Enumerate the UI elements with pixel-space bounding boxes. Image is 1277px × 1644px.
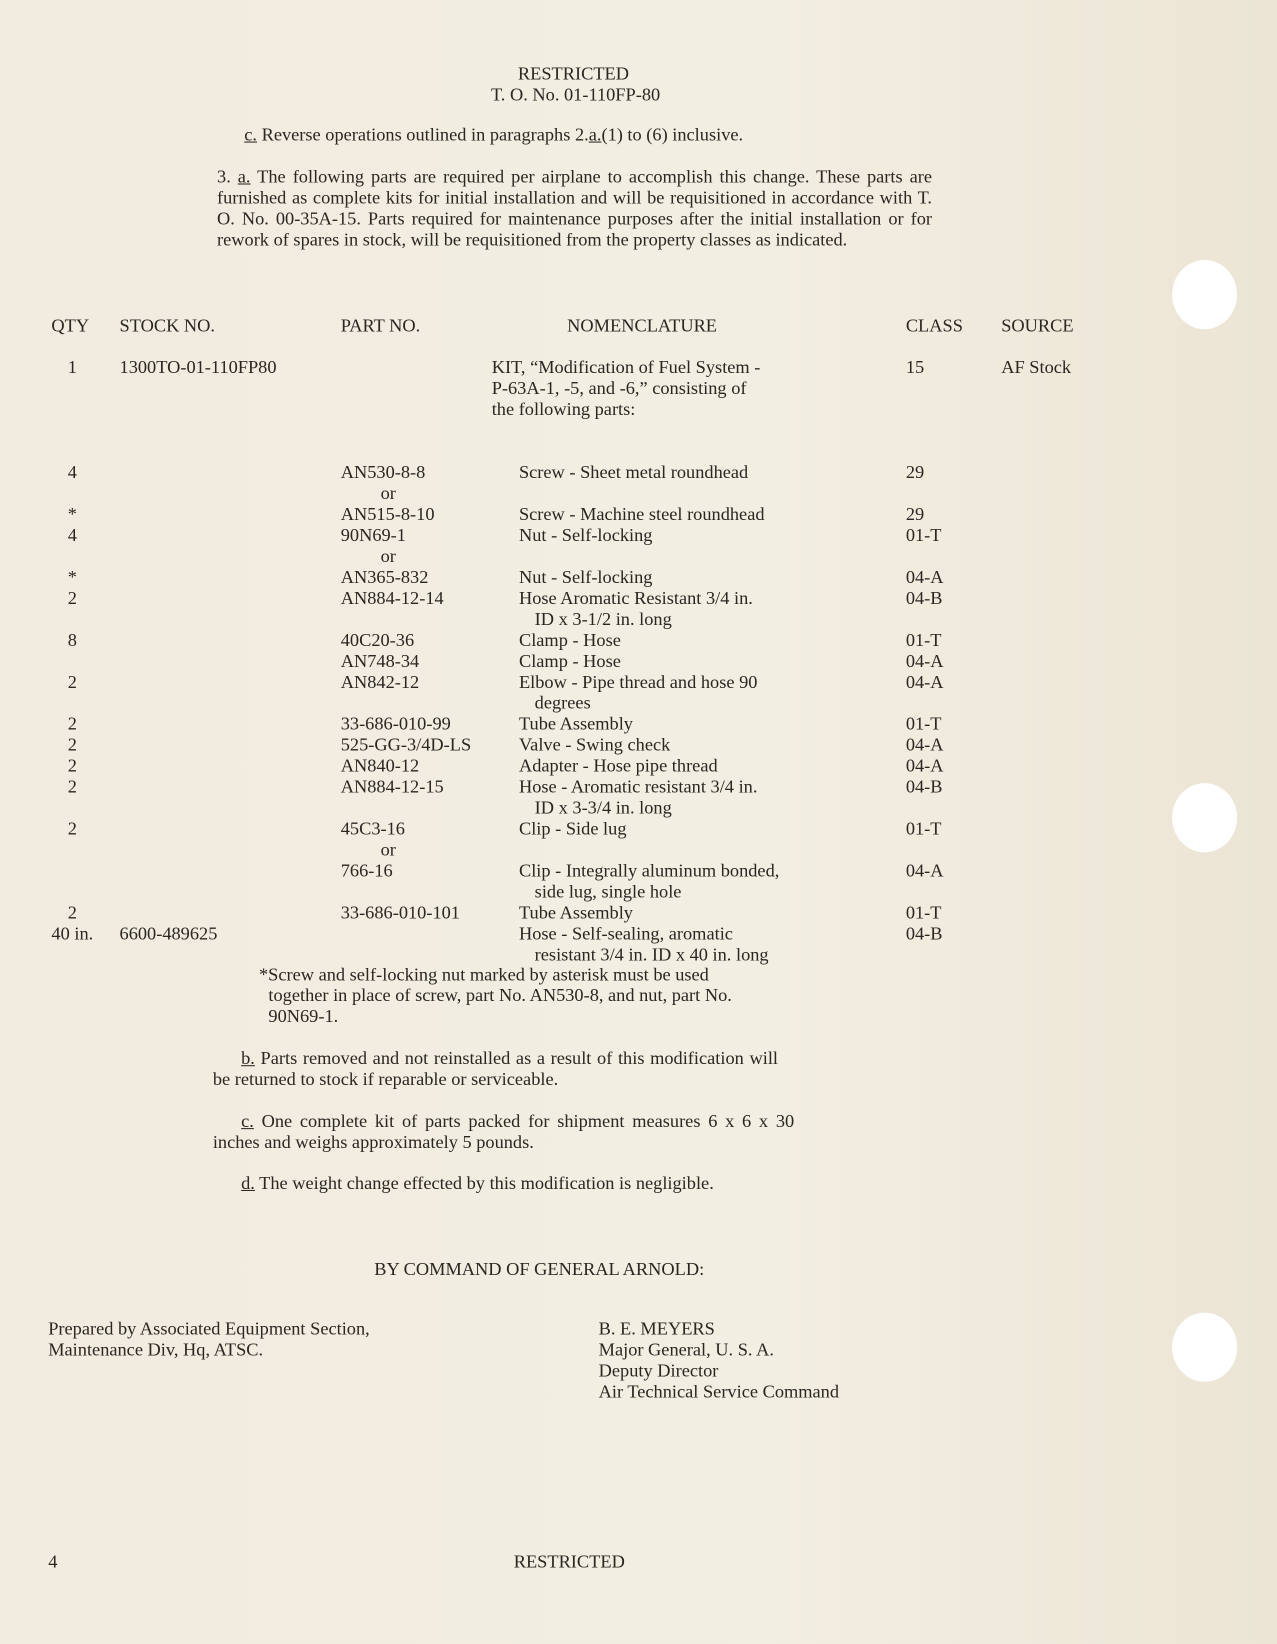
class-cell: 04-B [905,587,943,609]
class-cell: 04-A [905,566,944,588]
part-number-cell: AN365-832 [340,566,429,588]
table-row [0,734,1153,755]
qty-cell: * [67,503,77,525]
nomenclature-cell: Nut - Self-locking [518,524,653,546]
table-row [0,524,1153,545]
column-header-class: CLASS [905,314,963,336]
table-row [0,566,1153,587]
part-number-cell: AN840-12 [340,754,420,776]
qty-cell: 2 [67,733,77,755]
qty-cell: 2 [67,712,77,734]
paragraph-3b-cont: be returned to stock if reparable or serviceable. [212,1068,559,1090]
column-header-nomenclature: NOMENCLATURE [567,314,718,336]
qty-cell: 4 [67,524,77,546]
table-row [0,755,1153,776]
paragraph-3c: c. One complete kit of parts packed for shipment measures 6 x 6 x 30 [241,1110,795,1132]
nomenclature-cell: Adapter - Hose pipe thread [518,754,718,776]
qty-cell: 2 [67,587,77,609]
class-cell: 04-A [905,754,944,776]
qty-cell: 2 [67,817,77,839]
table-row-continuation [0,608,1153,629]
qty-cell: 40 in. [51,922,94,944]
class-cell: 04-B [905,775,943,797]
punch-hole [1172,783,1237,852]
part-number-cell: 45C3-16 [340,817,405,839]
table-row-alternative [0,839,1153,860]
part-number-cell: AN842-12 [340,670,420,692]
row-spacer [0,419,1153,461]
part-number-cell: AN884-12-14 [340,587,444,609]
part-number-cell: AN748-34 [340,650,420,671]
punch-hole [1172,260,1237,329]
column-header-source: SOURCE [1001,314,1074,336]
paragraph-3a: 3. a. The following parts are required per airplane to accomplish this change. These parts are furnished as complete kits for initial installation and will be requisitioned in accordance with T. O. No. 00-35A-15. Parts required for maintenance purposes after the initial installation or for rework of spares in stock, will be requisitioned from the property classes as indicated. [217,165,933,250]
footnote-line: together in place of screw, part No. AN530-8, and nut, part No. [268,984,732,1006]
nomenclature-cell: Nut - Self-locking [518,566,653,588]
nomenclature-cell: ID x 3-3/4 in. long [534,796,672,818]
table-row-continuation [0,398,1153,419]
table-row [0,587,1153,608]
table-header [0,315,1153,336]
column-header-qty: QTY [51,314,90,336]
table-row [0,650,1153,671]
nomenclature-cell: P-63A-1, -5, and -6,” consisting of [491,377,747,399]
qty-cell: 2 [67,901,77,923]
or-label: or [380,838,396,860]
part-number-cell: 90N69-1 [340,524,406,546]
qty-cell: 2 [67,754,77,776]
table-row-alternative [0,482,1153,503]
source-cell: AF Stock [1001,356,1072,378]
table-row-continuation [0,944,1153,965]
punch-hole [1172,1313,1237,1382]
stock-number-cell: 6600-489625 [119,922,218,944]
part-number-cell: 40C20-36 [340,629,415,651]
nomenclature-cell: resistant 3/4 in. ID x 40 in. long [534,943,769,965]
column-header-part: PART NO. [340,314,421,336]
class-cell: 01-T [905,524,942,546]
class-cell: 04-B [905,922,943,944]
nomenclature-cell: the following parts: [491,398,636,420]
nomenclature-cell: Clamp - Hose [518,650,621,671]
parts-table [0,356,1153,964]
nomenclature-cell: Tube Assembly [518,901,633,923]
table-row [0,860,1153,881]
qty-cell: 4 [67,461,77,483]
qty-cell: 1 [67,356,77,378]
paragraph-3b: b. Parts removed and not reinstalled as a result of this modification will [241,1047,779,1069]
part-number-cell: 525-GG-3/4D-LS [340,733,472,755]
table-row-alternative [0,545,1153,566]
classification-header: RESTRICTED [517,62,630,84]
paragraph-3c-cont: inches and weighs approximately 5 pounds. [212,1131,534,1153]
nomenclature-cell: Screw - Machine steel roundhead [518,503,765,525]
qty-cell: 2 [67,775,77,797]
nomenclature-cell: Elbow - Pipe thread and hose 90 [518,670,758,692]
table-row [0,671,1153,692]
paragraph-2c: c. Reverse operations outlined in paragraphs 2.a.(1) to (6) inclusive. [244,123,744,145]
nomenclature-cell: ID x 3-1/2 in. long [534,608,672,630]
signature-rank: Major General, U. S. A. [598,1338,774,1360]
table-row [0,776,1153,797]
class-cell: 15 [905,356,925,378]
class-cell: 04-A [905,670,944,692]
stock-number-cell: 1300TO-01-110FP80 [119,356,277,378]
page-number: 4 [48,1550,58,1572]
footnote-line: 90N69-1. [268,1005,339,1027]
qty-cell: 8 [67,629,77,651]
table-row [0,629,1153,650]
nomenclature-cell: Clamp - Hose [518,629,621,651]
qty-cell: * [67,566,77,588]
prepared-by: Maintenance Div, Hq, ATSC. [48,1338,264,1360]
part-number-cell: AN530-8-8 [340,461,426,483]
nomenclature-cell: side lug, single hole [534,880,682,902]
part-number-cell: 766-16 [340,859,393,881]
prepared-by: Prepared by Associated Equipment Section, [48,1317,370,1339]
table-row-continuation [0,797,1153,818]
part-number-cell: 33-686-010-99 [340,712,451,734]
table-row [0,818,1153,839]
signature-command: Air Technical Service Command [598,1380,840,1402]
class-cell: 04-A [905,733,944,755]
footnote-line: *Screw and self-locking nut marked by asterisk must be used [258,963,709,985]
column-header-stock: STOCK NO. [119,314,216,336]
nomenclature-cell: Valve - Swing check [518,733,671,755]
signature-title: Deputy Director [598,1359,719,1381]
signature-name: B. E. MEYERS [598,1317,715,1339]
table-row [0,902,1153,923]
class-cell: 04-A [905,859,944,881]
class-cell: 01-T [905,817,942,839]
nomenclature-cell: Clip - Integrally aluminum bonded, [518,859,780,881]
paragraph-3d: d. The weight change effected by this modification is negligible. [241,1172,714,1194]
table-row [0,461,1153,482]
nomenclature-cell: Hose - Aromatic resistant 3/4 in. [518,775,758,797]
table-row-continuation [0,377,1153,398]
nomenclature-cell: Screw - Sheet metal roundhead [518,461,749,483]
table-row [0,923,1153,944]
class-cell: 01-T [905,629,942,651]
class-cell: 01-T [905,712,942,734]
class-cell: 29 [905,503,925,525]
nomenclature-cell: Hose Aromatic Resistant 3/4 in. [518,587,753,609]
or-label: or [380,482,396,504]
table-row-continuation [0,881,1153,902]
or-label: or [380,545,396,567]
class-cell: 29 [905,461,925,483]
classification-footer: RESTRICTED [513,1550,625,1572]
nomenclature-cell: Hose - Self-sealing, aromatic [518,922,733,944]
qty-cell: 2 [67,670,77,692]
nomenclature-cell: Clip - Side lug [518,817,627,839]
command-line: BY COMMAND OF GENERAL ARNOLD: [374,1258,705,1280]
part-number-cell: AN515-8-10 [340,503,435,525]
table-row-continuation [0,692,1153,713]
table-row [0,356,1153,377]
nomenclature-cell: KIT, “Modification of Fuel System - [491,356,761,378]
part-number-cell: 33-686-010-101 [340,901,460,923]
class-cell: 04-A [905,650,944,671]
table-row [0,503,1153,524]
table-row [0,713,1153,734]
part-number-cell: AN884-12-15 [340,775,444,797]
to-number: T. O. No. 01-110FP-80 [490,83,661,105]
nomenclature-cell: degrees [534,691,591,713]
nomenclature-cell: Tube Assembly [518,712,633,734]
class-cell: 01-T [905,901,942,923]
